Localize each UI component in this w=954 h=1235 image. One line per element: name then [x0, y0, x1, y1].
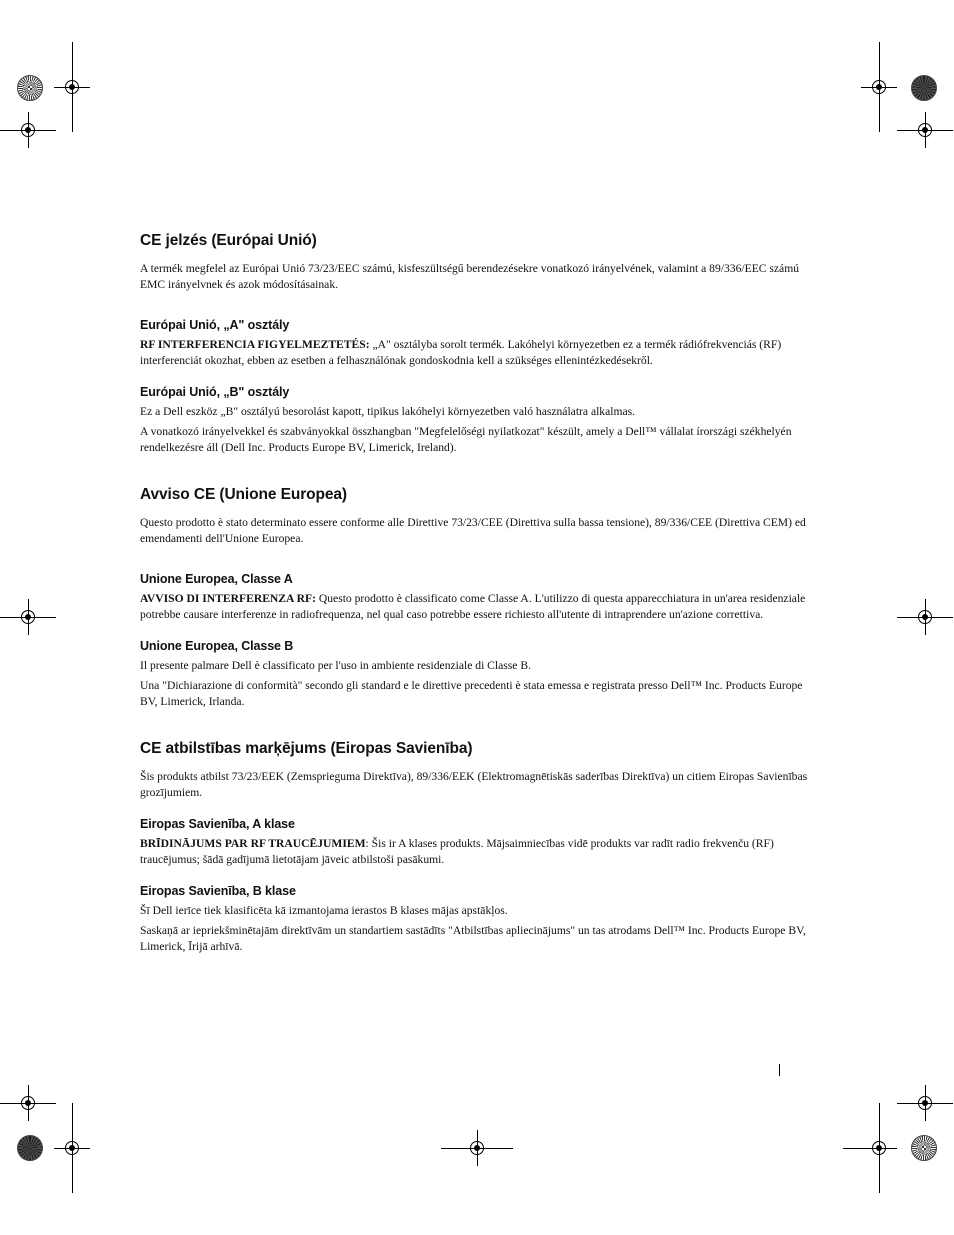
- section-intro: A termék megfelel az Európai Unió 73/23/EEC számú, kisfeszültségű berendezésekre vonatkozó irányelvének, valamint a 89/336/EEC számú EMC irányelvnek és azok módosításainak.: [140, 262, 800, 291]
- subsection-title-class-b: Eiropas Savienība, B klase: [140, 884, 296, 898]
- registration-starburst: [17, 75, 43, 101]
- section-title: Avviso CE (Unione Europea): [140, 486, 347, 503]
- section-title: CE jelzés (Európai Unió): [140, 232, 317, 249]
- class-b-paragraph-2: Saskaņā ar iepriekšminētajām direktīvām un standartiem sastādīts "Atbilstības apliecinājums" un tas atrodams Dell™ Inc. Products Europe BV, Limerick, Īrijā arhīvā.: [140, 924, 806, 953]
- class-b-paragraph-1: Il presente palmare Dell è classificato per l'uso in ambiente residenziale di Classe B.: [140, 659, 531, 672]
- class-b-paragraph-1: Ez a Dell eszköz „B" osztályú besorolást kapott, tipikus lakóhelyi környezetben való használatra alkalmas.: [140, 405, 636, 418]
- class-a-lead: AVVISO DI INTERFERENZA RF:: [140, 592, 316, 605]
- registration-starburst: [911, 75, 937, 101]
- class-a-text: Questo prodotto è classificato come Classe A. L'utilizzo di questa apparecchiatura in un'area residenziale potrebbe causare interferenze in radiofrequenza, nel qual caso potrebbe essere richiesto all'utente di intraprendere un'azione correttiva.: [140, 592, 806, 621]
- class-a-paragraph: [140, 591, 812, 623]
- class-a-text: „A" osztályba sorolt termék. Lakóhelyi környezetben ez a termék rádiófrekvenciás (RF) interferenciát okozhat, ebben az esetben a felhasználónak gondoskodnia kell a szükséges ellenintézkedésekről.: [140, 338, 782, 367]
- section-ce-lv: [140, 740, 812, 955]
- registration-starburst: [911, 1135, 937, 1161]
- section-intro: Questo prodotto è stato determinato essere conforme alle Direttive 73/23/CEE (Direttiva sulla bassa tensione), 89/336/CEE (Direttiva CEM) ed emendamenti dell'Unione Europea.: [140, 516, 806, 545]
- subsection-title-class-a: Európai Unió, „A" osztály: [140, 318, 290, 332]
- class-a-lead: RF INTERFERENCIA FIGYELMEZTETÉS:: [140, 338, 370, 351]
- section-title: CE atbilstības marķējums (Eiropas Savienība): [140, 740, 473, 757]
- section-ce-it: [140, 486, 812, 710]
- class-b-paragraph-1: Šī Dell ierīce tiek klasificēta kā izmantojama ierastos B klases mājas apstākļos.: [140, 904, 508, 917]
- section-intro: Šis produkts atbilst 73/23/EEK (Zemsprieguma Direktīva), 89/336/EEK (Elektromagnētiskās saderības Direktīva) un citiem Eiropas Savienības grozījumiem.: [140, 770, 808, 799]
- class-a-paragraph: [140, 337, 812, 369]
- document-body: [140, 232, 812, 955]
- registration-starburst: [17, 1135, 43, 1161]
- subsection-title-class-b: Európai Unió, „B" osztály: [140, 385, 290, 399]
- class-b-paragraph-2: A vonatkozó irányelvekkel és szabványokkal összhangban "Megfelelőségi nyilatkozat" készült, amely a Dell™ vállalat írországi székhelyén rendelkezésre áll (Dell Inc. Products Europe BV, Limerick, Ireland).: [140, 425, 792, 454]
- subsection-title-class-b: Unione Europea, Classe B: [140, 639, 294, 653]
- section-ce-hu: [140, 232, 812, 456]
- page-number-bar: [779, 1064, 780, 1076]
- class-a-paragraph: [140, 836, 812, 868]
- subsection-title-class-a: Unione Europea, Classe A: [140, 572, 293, 586]
- subsection-title-class-a: Eiropas Savienība, A klase: [140, 817, 295, 831]
- class-a-lead: BRĪDINĀJUMS PAR RF TRAUCĒJUMIEM: [140, 837, 366, 850]
- class-b-paragraph-2: Una "Dichiarazione di conformità" secondo gli standard e le direttive precedenti è stata emessa e registrata presso Dell™ Inc. Products Europe BV, Limerick, Irlanda.: [140, 679, 803, 708]
- class-a-text: : Šis ir A klases produkts. Mājsaimniecības vidē produkts var radīt radio frekvenču (RF) traucējumus; šādā gadījumā lietotājam jāveic atbilstoši pasākumi.: [140, 837, 774, 866]
